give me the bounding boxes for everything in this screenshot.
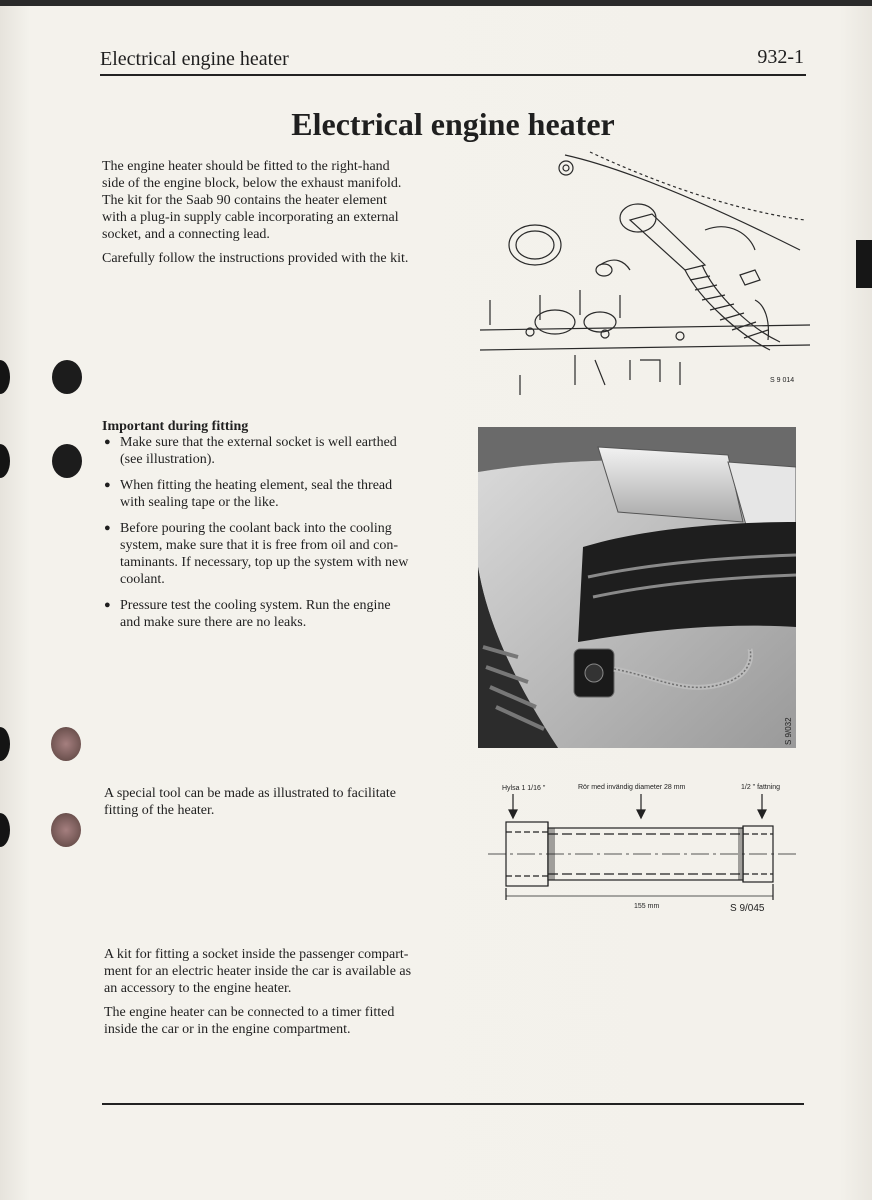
fitting-bullet-list <box>104 434 436 640</box>
timer-paragraph: The engine heater can be connected to a timer fitted inside the car or in the engine compartment. <box>104 1005 395 1037</box>
engine-drawing-code: S 9 014 <box>770 377 795 384</box>
tool-drawing-code: S 9/045 <box>730 903 765 914</box>
header-rule <box>100 74 806 76</box>
page-top-edge <box>0 0 872 6</box>
special-tool-paragraph: A special tool can be made as illustrated to facilitate fitting of the heater. <box>104 786 396 818</box>
fitting-heading: Important during fitting <box>102 419 249 434</box>
intro-paragraph: The engine heater should be fitted to the right-hand side of the engine block, below the exhaust manifold. The kit for the Saab 90 contains the heater element with a plug-in supply cable incorporating an external socket, and a connecting lead. <box>102 159 402 242</box>
bullet-item: ● Before pouring the coolant back into the cooling system, make sure that it is free from oil and con- taminants. If necessary, top up the system with new coolant. <box>104 520 436 588</box>
tool-label-tube: Rör med invändig diameter 28 mm <box>578 784 686 791</box>
photo-code: S 9/032 <box>784 717 793 745</box>
thumb-index-tab <box>856 240 872 288</box>
tool-label-fitting: 1/2 " fattning <box>741 784 781 791</box>
socket-photo <box>478 427 796 748</box>
page-number: 932-1 <box>757 46 804 68</box>
footer-rule <box>102 1103 804 1105</box>
page-title: Electrical engine heater <box>291 106 615 142</box>
tool-dimension-label: 155 mm <box>634 903 660 910</box>
tool-label-socket: Hylsa 1 1/16 " <box>502 785 546 792</box>
instructions-paragraph: Carefully follow the instructions provided with the kit. <box>102 251 409 266</box>
running-header-title: Electrical engine heater <box>100 48 289 70</box>
punch-hole <box>52 444 82 478</box>
special-tool-drawing <box>488 776 808 916</box>
kit-paragraph: A kit for fitting a socket inside the passenger compart- ment for an electric heater inside the car is available as an accessory to the engine heater. <box>104 947 412 996</box>
bullet-item: ● When fitting the heating element, seal the thread with sealing tape or the like. <box>104 477 436 511</box>
punch-hole <box>52 360 82 394</box>
engine-heater-drawing <box>480 150 810 395</box>
punch-hole <box>51 727 81 761</box>
punch-hole <box>51 813 81 847</box>
bullet-item: ● Pressure test the cooling system. Run the engine and make sure there are no leaks. <box>104 597 436 631</box>
bullet-item: ● Make sure that the external socket is well earthed (see illustration). <box>104 434 436 468</box>
